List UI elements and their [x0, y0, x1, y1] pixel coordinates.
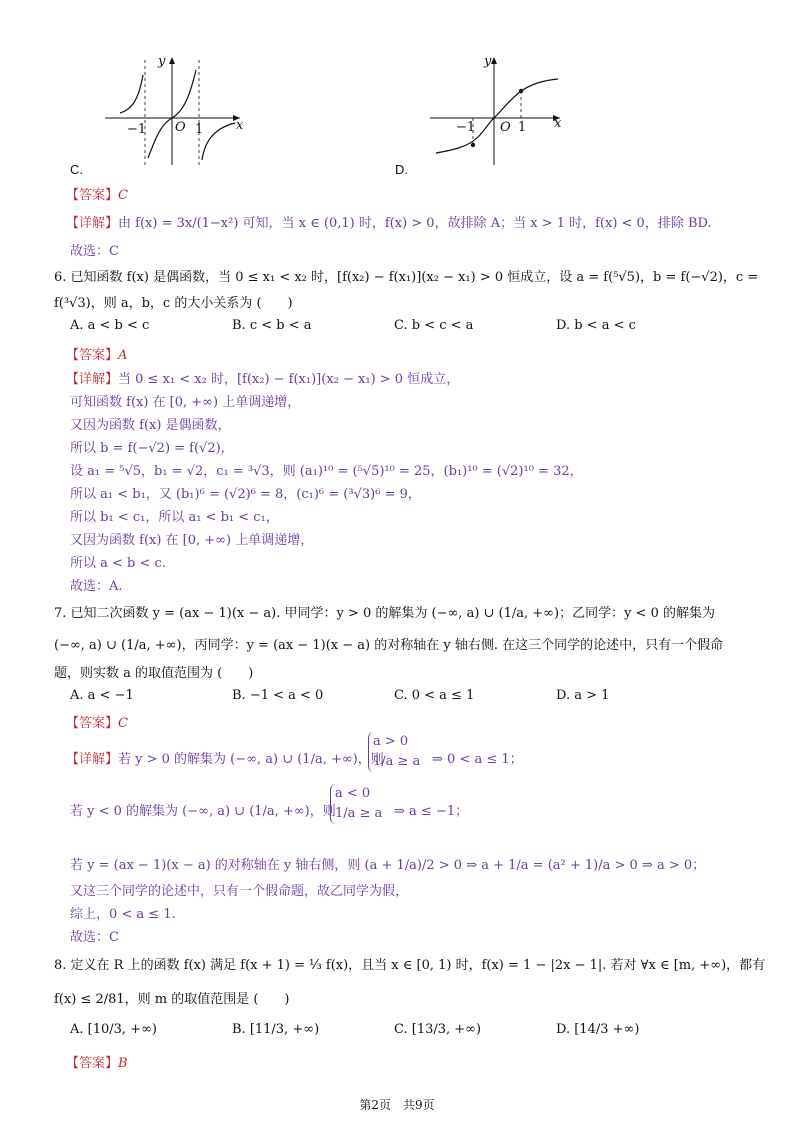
q7-answer-tag: 【答案】 [66, 716, 119, 731]
q7-stem-1: 7. 已知二次函数 y = (ax − 1)(x − a). 甲同学：y > 0 的解集为 (−∞, a) ∪ (1/a, +∞)；乙同学：y < 0 的解集为 [54, 606, 715, 621]
q6-detail-line-3: 又因为函数 f(x) 是偶函数， [70, 418, 231, 433]
q5-detail-tag: 【详解】 [66, 216, 119, 231]
q6-detail-line-10: 故选：A. [70, 579, 123, 594]
q7-detail-line-6: 故选：C [70, 930, 119, 945]
q6-detail-line-2: 可知函数 f(x) 在 [0, +∞) 上单调递增， [70, 395, 301, 410]
q7-option-d: D. a > 1 [556, 688, 610, 703]
q8-answer-tag: 【答案】 [66, 1056, 119, 1071]
q7-option-c: C. 0 < a ≤ 1 [394, 688, 475, 703]
q7-system-1 [368, 732, 420, 772]
q7-detail-tag: 【详解】 [66, 752, 119, 767]
q6-option-b: B. c < b < a [232, 318, 312, 333]
q6-detail-text-1: 当 0 ≤ x₁ < x₂ 时，[f(x₂) − f(x₁)](x₂ − x₁) > 0 恒成立， [118, 372, 460, 387]
q6-detail-line-6: 所以 a₁ < b₁，又 (b₁)⁶ = (√2)⁶ = 8，(c₁)⁶ = (³√3)⁶ = 9， [70, 487, 421, 502]
q8-answer [66, 1052, 128, 1071]
q5-detail-text: 由 f(x) = 3x/(1−x²) 可知，当 x ∈ (0,1) 时，f(x) > 0，故排除 A；当 x > 1 时，f(x) < 0，排除 BD. [118, 216, 712, 231]
graph-d-svg [428, 55, 628, 175]
graph-d-option-label: D. [395, 162, 408, 177]
q7-detail-text-1: 若 y > 0 的解集为 (−∞, a) ∪ (1/a, +∞)，则 [118, 752, 384, 767]
graph-c-origin: O [175, 120, 186, 135]
q8-option-c: C. [13/3, +∞) [394, 1022, 482, 1037]
q6-option-d: D. b < a < c [556, 318, 636, 333]
q7-stem-3: 题，则实数 a 的取值范围为 ( ) [54, 666, 254, 681]
graph-c-neg1: −1 [127, 122, 147, 137]
graph-d-point-right [519, 89, 523, 93]
q7-system-2 [330, 784, 382, 824]
q5-answer-tag: 【答案】 [66, 188, 119, 203]
graph-c-curve-right [202, 123, 235, 160]
graph-c-y-label: y [158, 54, 166, 69]
graph-d-y-label: y [484, 54, 492, 69]
q8-option-b: B. [11/3, +∞) [232, 1022, 320, 1037]
q6-detail-line-4: 所以 b = f(−√2) = f(√2)， [70, 441, 234, 456]
q7-detail-line-5: 综上，0 < a ≤ 1. [70, 907, 176, 922]
graph-c-option-label: C. [70, 162, 83, 177]
q6-answer-value: A [118, 348, 128, 363]
q7-system-2-b: 1/a ≥ a [335, 806, 383, 821]
q6-detail-tag: 【详解】 [66, 372, 119, 387]
q5-answer [66, 184, 128, 203]
graph-d-neg1: −1 [456, 120, 476, 135]
q8-answer-value: B [118, 1056, 128, 1071]
q6-detail-line-9: 所以 a < b < c. [70, 556, 166, 571]
graph-d-curve [436, 79, 558, 153]
graph-d-one: 1 [518, 120, 527, 135]
q7-stem-2: (−∞, a) ∪ (1/a, +∞)，丙同学：y = (ax − 1)(x − a) 的对称轴在 y 轴右侧. 在这三个同学的论述中，只有一个假命 [54, 638, 724, 653]
q7-detail-line-4: 又这三个同学的论述中，只有一个假命题，故乙同学为假， [70, 884, 409, 899]
q6-stem-2: f(³√3)，则 a，b，c 的大小关系为 ( ) [54, 296, 293, 311]
graph-c-one: 1 [195, 122, 204, 137]
q6-detail-line-5: 设 a₁ = ⁵√5，b₁ = √2，c₁ = ³√3，则 (a₁)¹⁰ = (⁵√5)¹⁰ = 25，(b₁)¹⁰ = (√2)¹⁰ = 32， [70, 464, 583, 479]
q7-detail-line-2: 若 y < 0 的解集为 (−∞, a) ∪ (1/a, +∞)，则 [70, 804, 336, 819]
q7-system-2-a: a < 0 [335, 786, 371, 801]
q6-option-c: C. b < c < a [394, 318, 474, 333]
q7-answer-value: C [118, 716, 128, 731]
q6-option-a: A. a < b < c [70, 318, 150, 333]
q6-stem-1: 6. 已知函数 f(x) 是偶函数，当 0 ≤ x₁ < x₂ 时，[f(x₂) − f(x₁)](x₂ − x₁) > 0 恒成立，设 a = f(⁵√5)，b = f(−√2)，c = [54, 270, 759, 285]
q5-choose: 故选：C [70, 244, 119, 259]
graph-d-point-left [471, 143, 475, 147]
q7-option-a: A. a < −1 [70, 688, 134, 703]
q7-answer [66, 712, 128, 731]
q6-detail-line-7: 所以 b₁ < c₁，所以 a₁ < b₁ < c₁， [70, 510, 279, 525]
graph-d-origin: O [500, 120, 511, 135]
q7-detail-line-1 [66, 748, 384, 767]
q8-stem-1: 8. 定义在 R 上的函数 f(x) 满足 f(x + 1) = ⅓ f(x)，且当 x ∈ [0, 1) 时，f(x) = 1 − |2x − 1|. 若对 ∀x ∈ [m, +∞)，都有 [54, 958, 766, 973]
q6-detail-line-1 [66, 368, 459, 387]
q6-answer-tag: 【答案】 [66, 348, 119, 363]
q6-answer [66, 344, 127, 363]
q7-detail-result-2: ⇒ a ≤ −1； [394, 804, 469, 819]
q7-detail-result-1: ⇒ 0 < a ≤ 1； [432, 752, 523, 767]
page-footer: 第2页 共9页 [359, 1098, 435, 1112]
graph-c-svg [100, 55, 300, 175]
graph-c-x-label: x [236, 118, 244, 133]
q5-answer-value: C [118, 188, 128, 203]
graph-c-curve-left [120, 75, 143, 113]
q7-detail-line-3: 若 y = (ax − 1)(x − a) 的对称轴在 y 轴右侧，则 (a + 1/a)/2 > 0 ⇒ a + 1/a = (a² + 1)/a > 0 ⇒ a > 0； [70, 858, 706, 873]
q5-detail [66, 212, 712, 231]
q8-option-d: D. [14/3 +∞) [556, 1022, 640, 1037]
q8-option-a: A. [10/3, +∞) [70, 1022, 157, 1037]
q7-system-1-b: 1/a ≥ a [373, 754, 421, 769]
q8-stem-2: f(x) ≤ 2/81，则 m 的取值范围是 ( ) [54, 992, 290, 1007]
q7-option-b: B. −1 < a < 0 [232, 688, 324, 703]
q7-system-1-a: a > 0 [373, 734, 409, 749]
graph-d-x-label: x [554, 116, 562, 131]
q6-detail-line-8: 又因为函数 f(x) 在 [0, +∞) 上单调递增， [70, 533, 314, 548]
